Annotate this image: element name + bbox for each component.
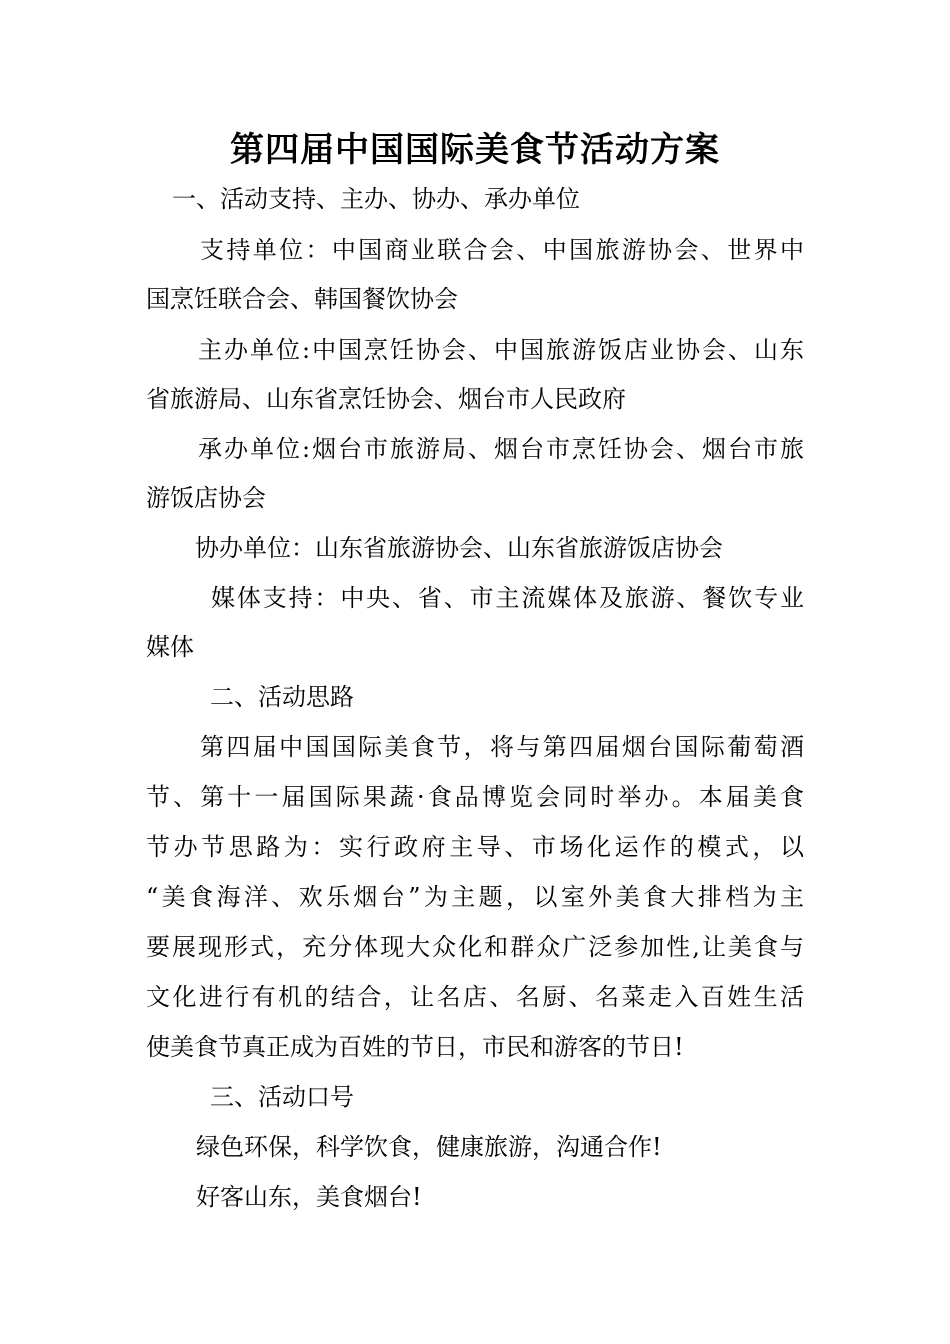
section-heading-organizations: 一、活动支持、主办、协办、承办单位 — [172, 185, 580, 213]
media-support-line-2: 媒体 — [146, 633, 194, 661]
host-units-line-2: 省旅游局、山东省烹饪协会、烟台市人民政府 — [146, 385, 626, 413]
concept-line-2: 节、第十一届国际果蔬·食品博览会同时举办。本届美食 — [146, 783, 804, 811]
section-heading-concept: 二、活动思路 — [210, 683, 354, 711]
document-title: 第四届中国国际美食节活动方案 — [230, 130, 720, 170]
slogan-2: 好客山东，美食烟台! — [196, 1183, 422, 1211]
organizer-units-line-2: 游饭店协会 — [146, 484, 266, 512]
concept-line-1: 第四届中国国际美食节，将与第四届烟台国际葡萄酒 — [200, 733, 804, 761]
co-organizer-units: 协办单位：山东省旅游协会、山东省旅游饭店协会 — [195, 534, 723, 562]
support-units-line-1: 支持单位：中国商业联合会、中国旅游协会、世界中 — [200, 236, 804, 264]
concept-line-5: 要展现形式，充分体现大众化和群众广泛参加性,让美食与 — [146, 933, 804, 961]
section-heading-slogans: 三、活动口号 — [210, 1083, 354, 1111]
slogan-1: 绿色环保，科学饮食，健康旅游，沟通合作! — [196, 1133, 662, 1161]
host-units-line-1: 主办单位:中国烹饪协会、中国旅游饭店业协会、山东 — [198, 336, 804, 364]
concept-line-3: 节办节思路为：实行政府主导、市场化运作的模式，以 — [146, 833, 804, 861]
media-support-line-1: 媒体支持：中央、省、市主流媒体及旅游、餐饮专业 — [211, 584, 804, 612]
concept-line-7: 使美食节真正成为百姓的节日，市民和游客的节日! — [146, 1033, 684, 1061]
support-units-line-2: 国烹饪联合会、韩国餐饮协会 — [146, 285, 458, 313]
concept-line-6: 文化进行有机的结合，让名店、名厨、名菜走入百姓生活 — [146, 983, 804, 1011]
organizer-units-line-1: 承办单位:烟台市旅游局、烟台市烹饪协会、烟台市旅 — [198, 435, 804, 463]
concept-line-4: “美食海洋、欢乐烟台”为主题，以室外美食大排档为主 — [146, 883, 804, 911]
